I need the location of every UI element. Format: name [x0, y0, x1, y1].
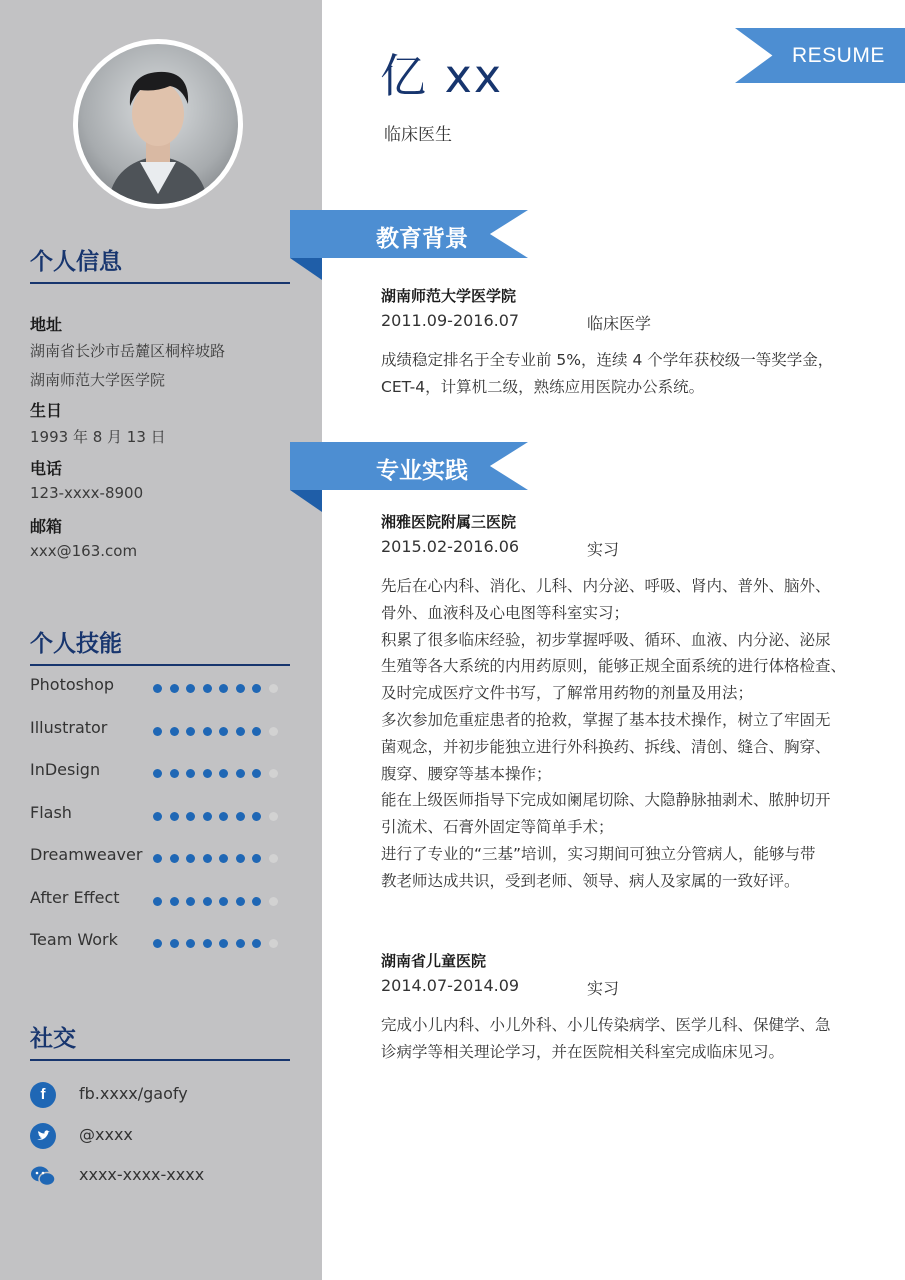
- paragraph-line: 生殖等各大系统的内用药原则，能够正规全面系统的进行体格检查、: [381, 657, 847, 676]
- social-text: @xxxx: [79, 1124, 133, 1144]
- avatar: [78, 44, 238, 204]
- paragraph-line: 能在上级医师指导下完成如阑尾切除、大隐静脉抽剥术、脓肿切开: [381, 791, 831, 810]
- paragraph-line: 进行了专业的“三基”培训，实习期间可独立分管病人，能够与带: [381, 844, 816, 863]
- skill-rating: [153, 684, 278, 693]
- rating-dot-filled: [203, 684, 212, 693]
- social-title: 社交: [30, 1020, 290, 1061]
- paragraph-line: 及时完成医疗文件书写，了解常用药物的剂量及用法；: [381, 684, 754, 703]
- rating-dot-filled: [252, 854, 261, 863]
- rating-dot-filled: [186, 812, 195, 821]
- rating-dot-filled: [186, 854, 195, 863]
- practice-org: 湘雅医院附属三医院: [381, 513, 517, 531]
- resume-tag-label: RESUME: [792, 44, 885, 67]
- candidate-name: 亿 xx: [380, 49, 504, 103]
- rating-dot-filled: [236, 769, 245, 778]
- birthday-value: 1993 年 8 月 13 日: [30, 428, 166, 446]
- practice-description: [381, 573, 856, 895]
- education-major: 临床医学: [587, 314, 652, 333]
- rating-dot-filled: [186, 939, 195, 948]
- skill-row: [30, 675, 290, 699]
- education-school: 湖南师范大学医学院: [381, 287, 517, 305]
- paragraph-line: 多次参加危重症患者的抢救，掌握了基本技术操作，树立了牢固无: [381, 710, 831, 729]
- practice-dates: 2014.07-2014.09: [381, 976, 520, 995]
- practice-role: 实习: [587, 540, 620, 559]
- skill-name: InDesign: [30, 760, 101, 779]
- practice-description: [381, 1012, 856, 1066]
- skill-name: Photoshop: [30, 675, 115, 694]
- rating-dot-filled: [153, 812, 162, 821]
- education-title: 教育背景: [376, 226, 468, 252]
- rating-dot-filled: [170, 939, 179, 948]
- skill-rating: [153, 769, 278, 778]
- rating-dot-filled: [203, 727, 212, 736]
- job-title: 临床医生: [384, 125, 452, 145]
- skill-rating: [153, 854, 278, 863]
- rating-dot-filled: [236, 897, 245, 906]
- personal-info-title: 个人信息: [30, 243, 290, 284]
- practice-title: 专业实践: [376, 458, 468, 484]
- rating-dot-filled: [219, 812, 228, 821]
- skill-name: Illustrator: [30, 717, 108, 737]
- skill-rating: [153, 812, 278, 821]
- paragraph-line: 引流术、石膏外固定等简单手术；: [381, 818, 614, 837]
- skill-row: [30, 845, 290, 869]
- rating-dot-filled: [219, 684, 228, 693]
- rating-dot-filled: [252, 769, 261, 778]
- rating-dot-empty: [269, 769, 278, 778]
- rating-dot-filled: [170, 897, 179, 906]
- rating-dot-filled: [153, 727, 162, 736]
- wechat-icon: [30, 1163, 56, 1189]
- rating-dot-empty: [269, 727, 278, 736]
- rating-dot-empty: [269, 812, 278, 821]
- rating-dot-filled: [252, 684, 261, 693]
- person-silhouette-icon: [78, 44, 238, 204]
- skill-row: [30, 718, 290, 742]
- rating-dot-filled: [186, 684, 195, 693]
- rating-dot-empty: [269, 939, 278, 948]
- skill-row: [30, 760, 290, 784]
- skill-name: Team Work: [30, 930, 118, 949]
- practice-role: 实习: [587, 979, 620, 998]
- education-description: [381, 347, 856, 401]
- rating-dot-filled: [219, 854, 228, 863]
- paragraph-line: 完成小儿内科、小儿外科、小儿传染病学、医学儿科、保健学、急: [381, 1016, 831, 1034]
- phone-value: 123-xxxx-8900: [30, 484, 144, 502]
- rating-dot-filled: [170, 684, 179, 693]
- rating-dot-filled: [219, 769, 228, 778]
- paragraph-line: 成绩稳定排名于全专业前 5%，连续 4 个学年获校级一等奖学金，: [381, 351, 834, 369]
- practice-org: 湖南省儿童医院: [381, 952, 487, 970]
- rating-dot-filled: [236, 727, 245, 736]
- paragraph-line: 积累了很多临床经验，初步掌握呼吸、循环、血液、内分泌、泌尿: [381, 630, 831, 649]
- paragraph-line: 诊病学等相关理论学习，并在医院相关科室完成临床见习。: [381, 1042, 785, 1061]
- rating-dot-filled: [219, 727, 228, 736]
- paragraph-line: 先后在心内科、消化、儿科、内分泌、呼吸、肾内、普外、脑外、: [381, 577, 831, 595]
- skill-rating: [153, 897, 278, 906]
- rating-dot-filled: [186, 727, 195, 736]
- paragraph-line: 骨外、血液科及心电图等科室实习；: [381, 603, 630, 622]
- rating-dot-filled: [186, 769, 195, 778]
- phone-label: 电话: [30, 459, 63, 478]
- rating-dot-filled: [219, 897, 228, 906]
- skill-rating: [153, 939, 278, 948]
- social-text: xxxx-xxxx-xxxx: [79, 1165, 205, 1184]
- rating-dot-filled: [203, 769, 212, 778]
- rating-dot-empty: [269, 854, 278, 863]
- rating-dot-filled: [170, 854, 179, 863]
- email-value: xxx@163.com: [30, 542, 138, 560]
- skill-row: [30, 888, 290, 912]
- rating-dot-filled: [203, 939, 212, 948]
- rating-dot-filled: [153, 854, 162, 863]
- paragraph-line: CET-4，计算机二级，熟练应用医院办公系统。: [381, 377, 705, 396]
- address-line1: 湖南省长沙市岳麓区桐梓坡路: [30, 342, 226, 360]
- rating-dot-filled: [236, 812, 245, 821]
- skill-rating: [153, 727, 278, 736]
- paragraph-line: 教老师达成共识，受到老师、领导、病人及家属的一致好评。: [381, 871, 800, 890]
- skill-row: [30, 930, 290, 954]
- rating-dot-empty: [269, 897, 278, 906]
- rating-dot-filled: [203, 854, 212, 863]
- skills-title: 个人技能: [30, 625, 290, 666]
- rating-dot-filled: [153, 769, 162, 778]
- twitter-icon: [30, 1123, 56, 1149]
- rating-dot-filled: [153, 939, 162, 948]
- social-text: fb.xxxx/gaofy: [79, 1084, 188, 1103]
- rating-dot-filled: [236, 854, 245, 863]
- rating-dot-filled: [153, 684, 162, 693]
- education-dates: 2011.09-2016.07: [381, 311, 520, 330]
- skill-name: After Effect: [30, 887, 120, 907]
- rating-dot-filled: [203, 812, 212, 821]
- rating-dot-filled: [236, 684, 245, 693]
- facebook-icon: f: [30, 1082, 56, 1108]
- rating-dot-filled: [186, 897, 195, 906]
- rating-dot-filled: [252, 727, 261, 736]
- rating-dot-filled: [219, 939, 228, 948]
- rating-dot-filled: [203, 897, 212, 906]
- practice-dates: 2015.02-2016.06: [381, 537, 520, 556]
- skill-row: [30, 803, 290, 827]
- rating-dot-filled: [252, 897, 261, 906]
- skill-name: Dreamweaver: [30, 845, 143, 864]
- rating-dot-filled: [236, 939, 245, 948]
- address-label: 地址: [30, 315, 63, 334]
- sidebar: [0, 0, 322, 1280]
- rating-dot-filled: [252, 939, 261, 948]
- rating-dot-filled: [170, 812, 179, 821]
- email-label: 邮箱: [30, 517, 63, 536]
- skill-name: Flash: [30, 802, 72, 822]
- profile-photo: [73, 39, 243, 209]
- birthday-label: 生日: [30, 401, 63, 420]
- paragraph-line: 菌观念，并初步能独立进行外科换药、拆线、清创、缝合、胸穿、: [381, 737, 831, 756]
- address-line2: 湖南师范大学医学院: [30, 371, 166, 389]
- rating-dot-filled: [170, 769, 179, 778]
- rating-dot-empty: [269, 684, 278, 693]
- rating-dot-filled: [252, 812, 261, 821]
- rating-dot-filled: [170, 727, 179, 736]
- paragraph-line: 腹穿、腰穿等基本操作；: [381, 764, 552, 783]
- rating-dot-filled: [153, 897, 162, 906]
